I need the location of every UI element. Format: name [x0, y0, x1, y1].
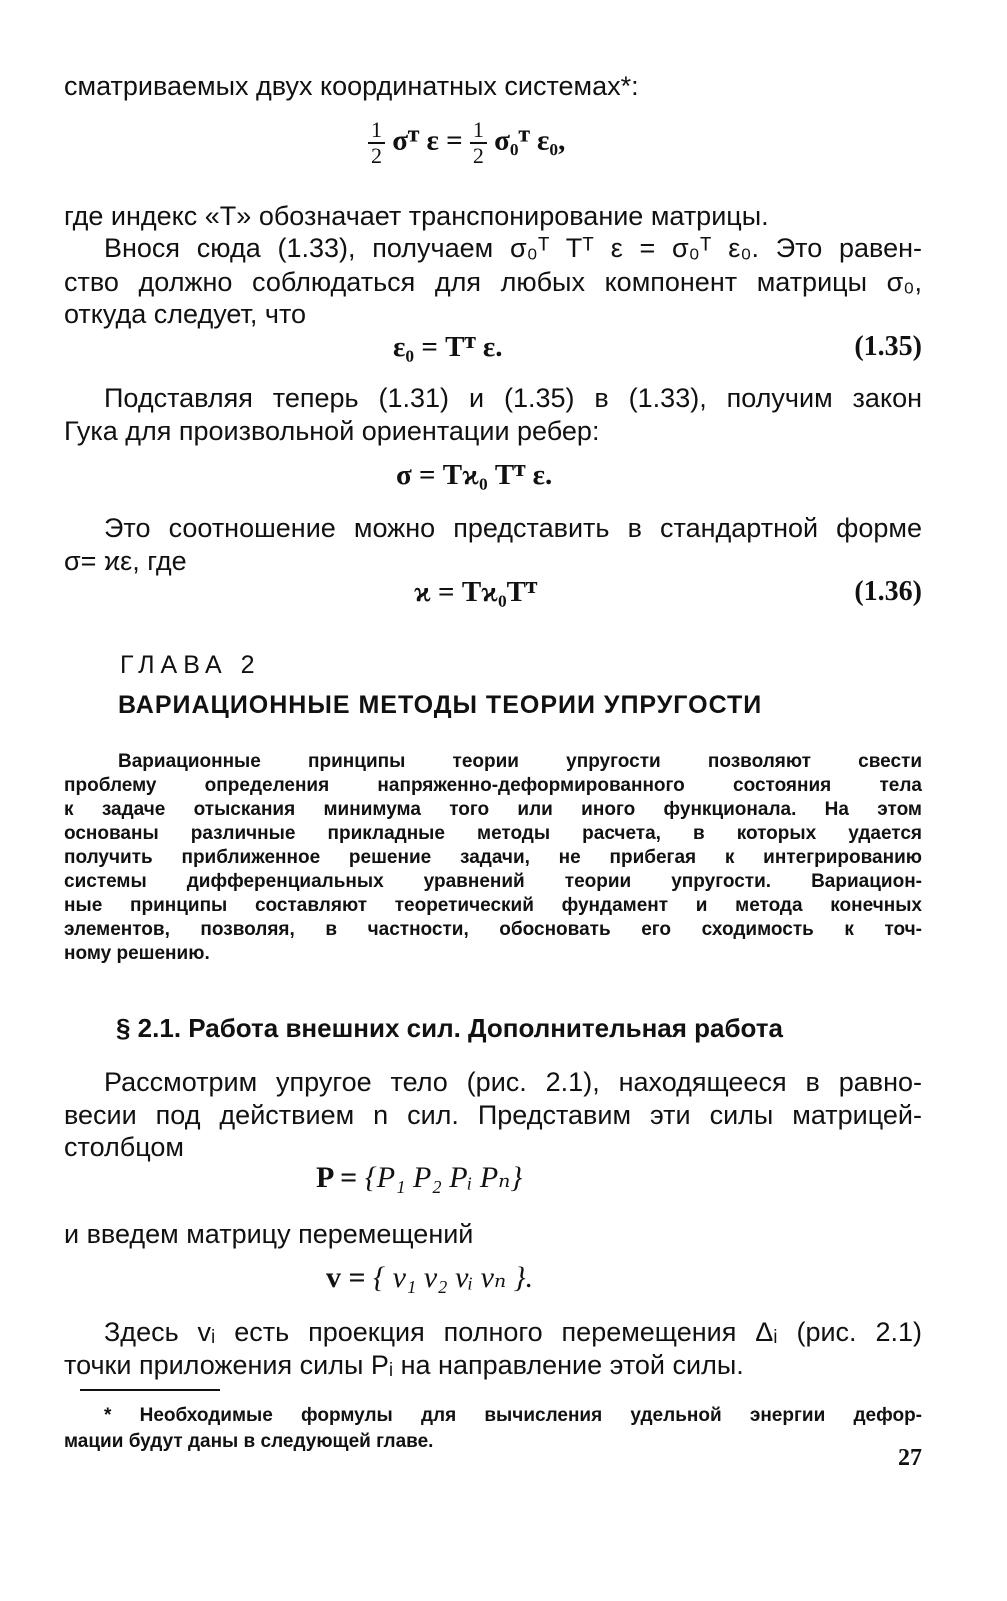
abstract-line: основаны различные прикладные методы расчета, в которых удается: [64, 823, 922, 844]
para2-line-2: ство должно соблюдаться для любых компонент матрицы σ₀,: [64, 267, 922, 297]
footnote-line-1: * Необходимые формулы для вычисления удельной энергии дефор-: [104, 1405, 922, 1426]
where-line: где индекс «T» обозначает транспонирование матрицы.: [64, 201, 769, 231]
para3-line-2: Гука для произвольной ориентации ребер:: [64, 416, 600, 446]
intro-line-1: сматриваемых двух координатных системах*:: [64, 71, 639, 101]
section-heading: § 2.1. Работа внешних сил. Дополнительная работа: [116, 1013, 783, 1043]
footnote-separator: [80, 1389, 220, 1391]
equation-number-1-36: (1.36): [854, 576, 922, 607]
displacement-matrix-equation: [326, 1260, 533, 1296]
section-para1-line-3: столбцом: [64, 1132, 184, 1162]
para2-line-1: Внося сюда (1.33), получаем σ₀ᵀ Tᵀ ε = σ₀ᵀ ε₀. Это равен-: [104, 233, 922, 263]
fraction-right: $\frac{1}{2}$: [470, 118, 487, 168]
eq-right-side: σ₀ᵀ ε₀,: [494, 124, 566, 157]
equation-1-36: ϰ = Tϰ₀Tᵀ: [414, 576, 538, 608]
abstract-line: системы дифференциальных уравнений теории упругости. Вариацион-: [64, 871, 922, 892]
eq-left-side: σᵀ ε =: [392, 124, 463, 157]
section-para3-line-2: точки приложения силы Pᵢ на направление этой силы.: [64, 1350, 744, 1380]
force-matrix-rhs: {P₁ P₂ Pᵢ Pₙ}: [364, 1161, 523, 1194]
displacement-matrix-rhs: { v₁ v₂ vᵢ vₙ }.: [373, 1261, 534, 1294]
abstract-line: ному решению.: [64, 943, 210, 964]
section-para3-line-1: Здесь vᵢ есть проекция полного перемещения Δᵢ (рис. 2.1): [104, 1317, 922, 1347]
force-matrix-lhs: P =: [316, 1161, 358, 1194]
energy-equality-equation: [368, 118, 565, 168]
force-matrix-equation: [316, 1160, 522, 1196]
section-para1-line-2: весии под действием n сил. Представим эти силы матрицей-: [64, 1100, 922, 1130]
page-number: 27: [898, 1445, 922, 1471]
abstract-line: к задаче отыскания минимума того или иного функционала. На этом: [64, 799, 922, 820]
displacement-matrix-lhs: v =: [326, 1261, 366, 1294]
para2-line-3: откуда следует, что: [64, 299, 307, 329]
abstract-line: получить приближенное решение задачи, не прибегая к интегрированию: [64, 847, 922, 868]
para3-line-1: Подставляя теперь (1.31) и (1.35) в (1.33), получим закон: [104, 383, 922, 413]
abstract-line: ные принципы составляют теоретический фундамент и метода конечных: [64, 895, 922, 916]
abstract-line: элементов, позволяя, в частности, обосновать его сходимость к точ-: [64, 919, 922, 940]
hooke-law-equation: σ = Tϰ₀ Tᵀ ε.: [396, 459, 553, 491]
para4-line-2: σ= ϰε, где: [64, 546, 187, 576]
para4-line-1: Это соотношение можно представить в стандартной форме: [104, 513, 922, 543]
equation-1-35: ε₀ = Tᵀ ε.: [393, 331, 503, 363]
abstract-line: Вариационные принципы теории упругости позволяют свести: [118, 751, 922, 772]
equation-number-1-35: (1.35): [854, 331, 922, 362]
chapter-label: ГЛАВА 2: [120, 651, 261, 679]
chapter-title: ВАРИАЦИОННЫЕ МЕТОДЫ ТЕОРИИ УПРУГОСТИ: [118, 691, 763, 719]
abstract-line: проблему определения напряженно-деформированного состояния тела: [64, 775, 922, 796]
section-para2-line: и введем матрицу перемещений: [64, 1219, 474, 1249]
fraction-left: $\frac{1}{2}$: [368, 118, 385, 168]
footnote-line-2: мации будут даны в следующей главе.: [64, 1431, 434, 1452]
section-para1-line-1: Рассмотрим упругое тело (рис. 2.1), находящееся в равно-: [104, 1067, 922, 1097]
